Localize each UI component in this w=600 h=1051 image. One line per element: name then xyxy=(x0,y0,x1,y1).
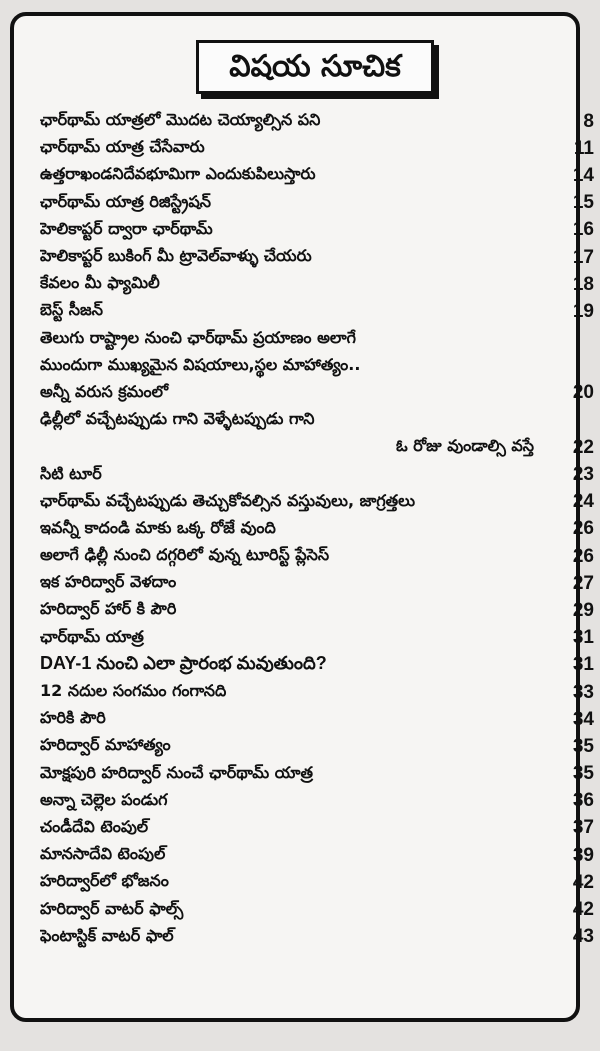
toc-entry-label: ఛార్‌థామ్ యాత్ర చేసేవారు xyxy=(40,137,205,157)
toc-entry xyxy=(40,924,594,951)
toc-entry xyxy=(40,108,594,135)
toc-entry-page: 15 xyxy=(572,192,594,214)
toc-entry-page: 35 xyxy=(572,735,594,757)
toc-entry-label: మానసాదేవి టెంపుల్ xyxy=(40,844,166,864)
toc-entry xyxy=(40,733,594,760)
toc-entry-label: DAY-1 నుంచి ఎలా ప్రారంభ మవుతుంది? xyxy=(40,652,327,673)
toc-entry-page: 29 xyxy=(572,599,594,621)
book-page xyxy=(10,12,594,1022)
toc-entry xyxy=(40,625,594,652)
title-box xyxy=(196,40,434,94)
toc-entry-page: 26 xyxy=(572,518,594,540)
toc-entry-page: 42 xyxy=(572,871,594,893)
toc-entry xyxy=(40,679,594,706)
toc-entry xyxy=(40,761,594,788)
toc-entry-page: 39 xyxy=(572,844,594,866)
toc-entry xyxy=(40,516,594,543)
toc-entry-label: బెస్ట్ సీజన్ xyxy=(40,300,103,320)
toc-entry xyxy=(40,162,594,189)
toc-entry xyxy=(40,217,594,244)
toc-entry xyxy=(40,135,594,162)
toc-entry-page: 16 xyxy=(572,219,594,241)
toc-entry-page: 34 xyxy=(572,708,594,730)
toc-entry xyxy=(40,298,594,325)
toc-entry xyxy=(40,353,594,380)
toc-entry xyxy=(40,706,594,733)
toc-entry-page: 36 xyxy=(572,790,594,812)
toc-entry-label: హరిద్వార్ మాహాత్యం xyxy=(40,735,171,755)
toc-entry xyxy=(40,570,594,597)
toc-entry-label: తెలుగు రాష్ట్రాల నుంచి ఛార్‌థామ్ ప్రయాణం అలాగే xyxy=(40,327,356,347)
toc-entry-label: హెలికాప్టర్ ద్వారా ఛార్‌థామ్ xyxy=(40,218,213,238)
toc-entry xyxy=(40,842,594,869)
toc-entry-label: మోక్షపురి హరిద్వార్ నుంచే ఛార్‌థామ్ యాత్ర xyxy=(40,762,313,782)
toc-entry-label: అన్నా చెల్లెల పండుగ xyxy=(40,789,168,809)
toc-entry-page: 20 xyxy=(572,382,594,404)
page-title: విషయ సూచిక xyxy=(229,49,401,84)
toc-entry-label: ఛార్‌థామ్ యాత్ర xyxy=(40,626,144,646)
toc-entry xyxy=(40,461,594,488)
toc-entry-label: హరిద్వార్ వాటర్ ఫాల్స్ xyxy=(40,898,184,918)
toc-entry-label: అలాగే ఢిల్లీ నుంచి దగ్గరిలో వున్న టూరిస్ట్ ప్లేసెస్ xyxy=(40,545,330,565)
toc-entry-label: ఛార్‌థామ్ యాత్ర రిజిస్ట్రేషన్ xyxy=(40,191,211,211)
toc-entry xyxy=(40,815,594,842)
toc-entry-label: ఢిల్లీలో వచ్చేటప్పుడు గాని వెళ్ళేటప్పుడు గాని xyxy=(40,409,315,429)
toc-entry-label: ఇవన్నీ కాదండి మాకు ఒక్క రోజే వుంది xyxy=(40,517,276,537)
toc-entry-label: ఛార్‌థామ్ వచ్చేటప్పుడు తెచ్చుకోవల్సిన వస్తువులు, జాగ్రత్తలు xyxy=(40,490,415,510)
toc-entry-page: 31 xyxy=(572,627,594,649)
toc-entry-label: హరిద్వార్‌లో భోజనం xyxy=(40,871,169,891)
toc-entry-page: 35 xyxy=(572,763,594,785)
toc-entry-page: 37 xyxy=(572,817,594,839)
toc-entry-label: ఓ రోజు వుండాల్సి వస్తే xyxy=(396,436,534,456)
toc-entry-page: 19 xyxy=(572,300,594,322)
toc-entry xyxy=(40,489,594,516)
toc-entry xyxy=(40,652,594,679)
toc-entry-page: 22 xyxy=(572,436,594,458)
toc-entry-page: 17 xyxy=(572,246,594,268)
toc-entry xyxy=(40,896,594,923)
toc-entry xyxy=(40,190,594,217)
toc-entry-page: 11 xyxy=(573,137,594,159)
toc-entry-label: ఇక హరిద్వార్ వెళదాం xyxy=(40,572,177,592)
toc-entry-page: 8 xyxy=(583,110,594,132)
toc-entry-label: చండీదేవి టెంపుల్ xyxy=(40,816,149,836)
toc-entry-label: హరికి పౌరి xyxy=(40,708,106,728)
toc-entry xyxy=(40,543,594,570)
toc-entry-label: 12 నదుల సంగమం గంగానది xyxy=(40,681,227,701)
toc-entry xyxy=(40,326,594,353)
toc-entry xyxy=(40,244,594,271)
toc-entry-page: 24 xyxy=(572,491,594,513)
toc-entry xyxy=(40,380,594,407)
toc-entry-page: 18 xyxy=(572,273,594,295)
toc-entry xyxy=(40,434,594,461)
toc-entry-page: 31 xyxy=(572,654,594,676)
toc-entry xyxy=(40,597,594,624)
toc-entry-label: కేవలం మీ ఫ్యామిలీ xyxy=(40,273,160,293)
toc-entry xyxy=(40,788,594,815)
toc-entry xyxy=(40,869,594,896)
toc-entry-page: 14 xyxy=(572,164,594,186)
toc-entry-page: 27 xyxy=(572,572,594,594)
toc-entry-page: 42 xyxy=(572,899,594,921)
toc-entry-label: ఛార్‌థామ్ యాత్రలో మొదట చెయ్యాల్సిన పని xyxy=(40,110,321,130)
toc-entry-label: అన్నీ వరుస క్రమంలో xyxy=(40,381,169,401)
toc-entry-page: 33 xyxy=(572,681,594,703)
toc-entry xyxy=(40,407,594,434)
toc-entry-label: సిటి టూర్ xyxy=(40,463,102,483)
toc-entry-page: 23 xyxy=(572,464,594,486)
toc-entry-label: హరిద్వార్ హార్ కి పౌరి xyxy=(40,599,177,619)
toc-entry-label: ఉత్తరాఖండనిదేవభూమిగా ఎందుకుపిలుస్తారు xyxy=(40,164,316,184)
toc-entry-label: ఫెంటాస్టిక్ వాటర్ ఫాల్ xyxy=(40,925,174,945)
toc-entry xyxy=(40,271,594,298)
toc-entry-label: హెలికాప్టర్ బుకింగ్ మీ ట్రావెల్‌వాళ్ళు చేయరు xyxy=(40,246,312,266)
toc-entry-page: 26 xyxy=(572,545,594,567)
table-of-contents xyxy=(40,108,594,951)
toc-entry-label: ముందుగా ముఖ్యమైన విషయాలు,స్థల మాహాత్యం.. xyxy=(40,354,361,374)
toc-entry-page: 43 xyxy=(572,926,594,948)
